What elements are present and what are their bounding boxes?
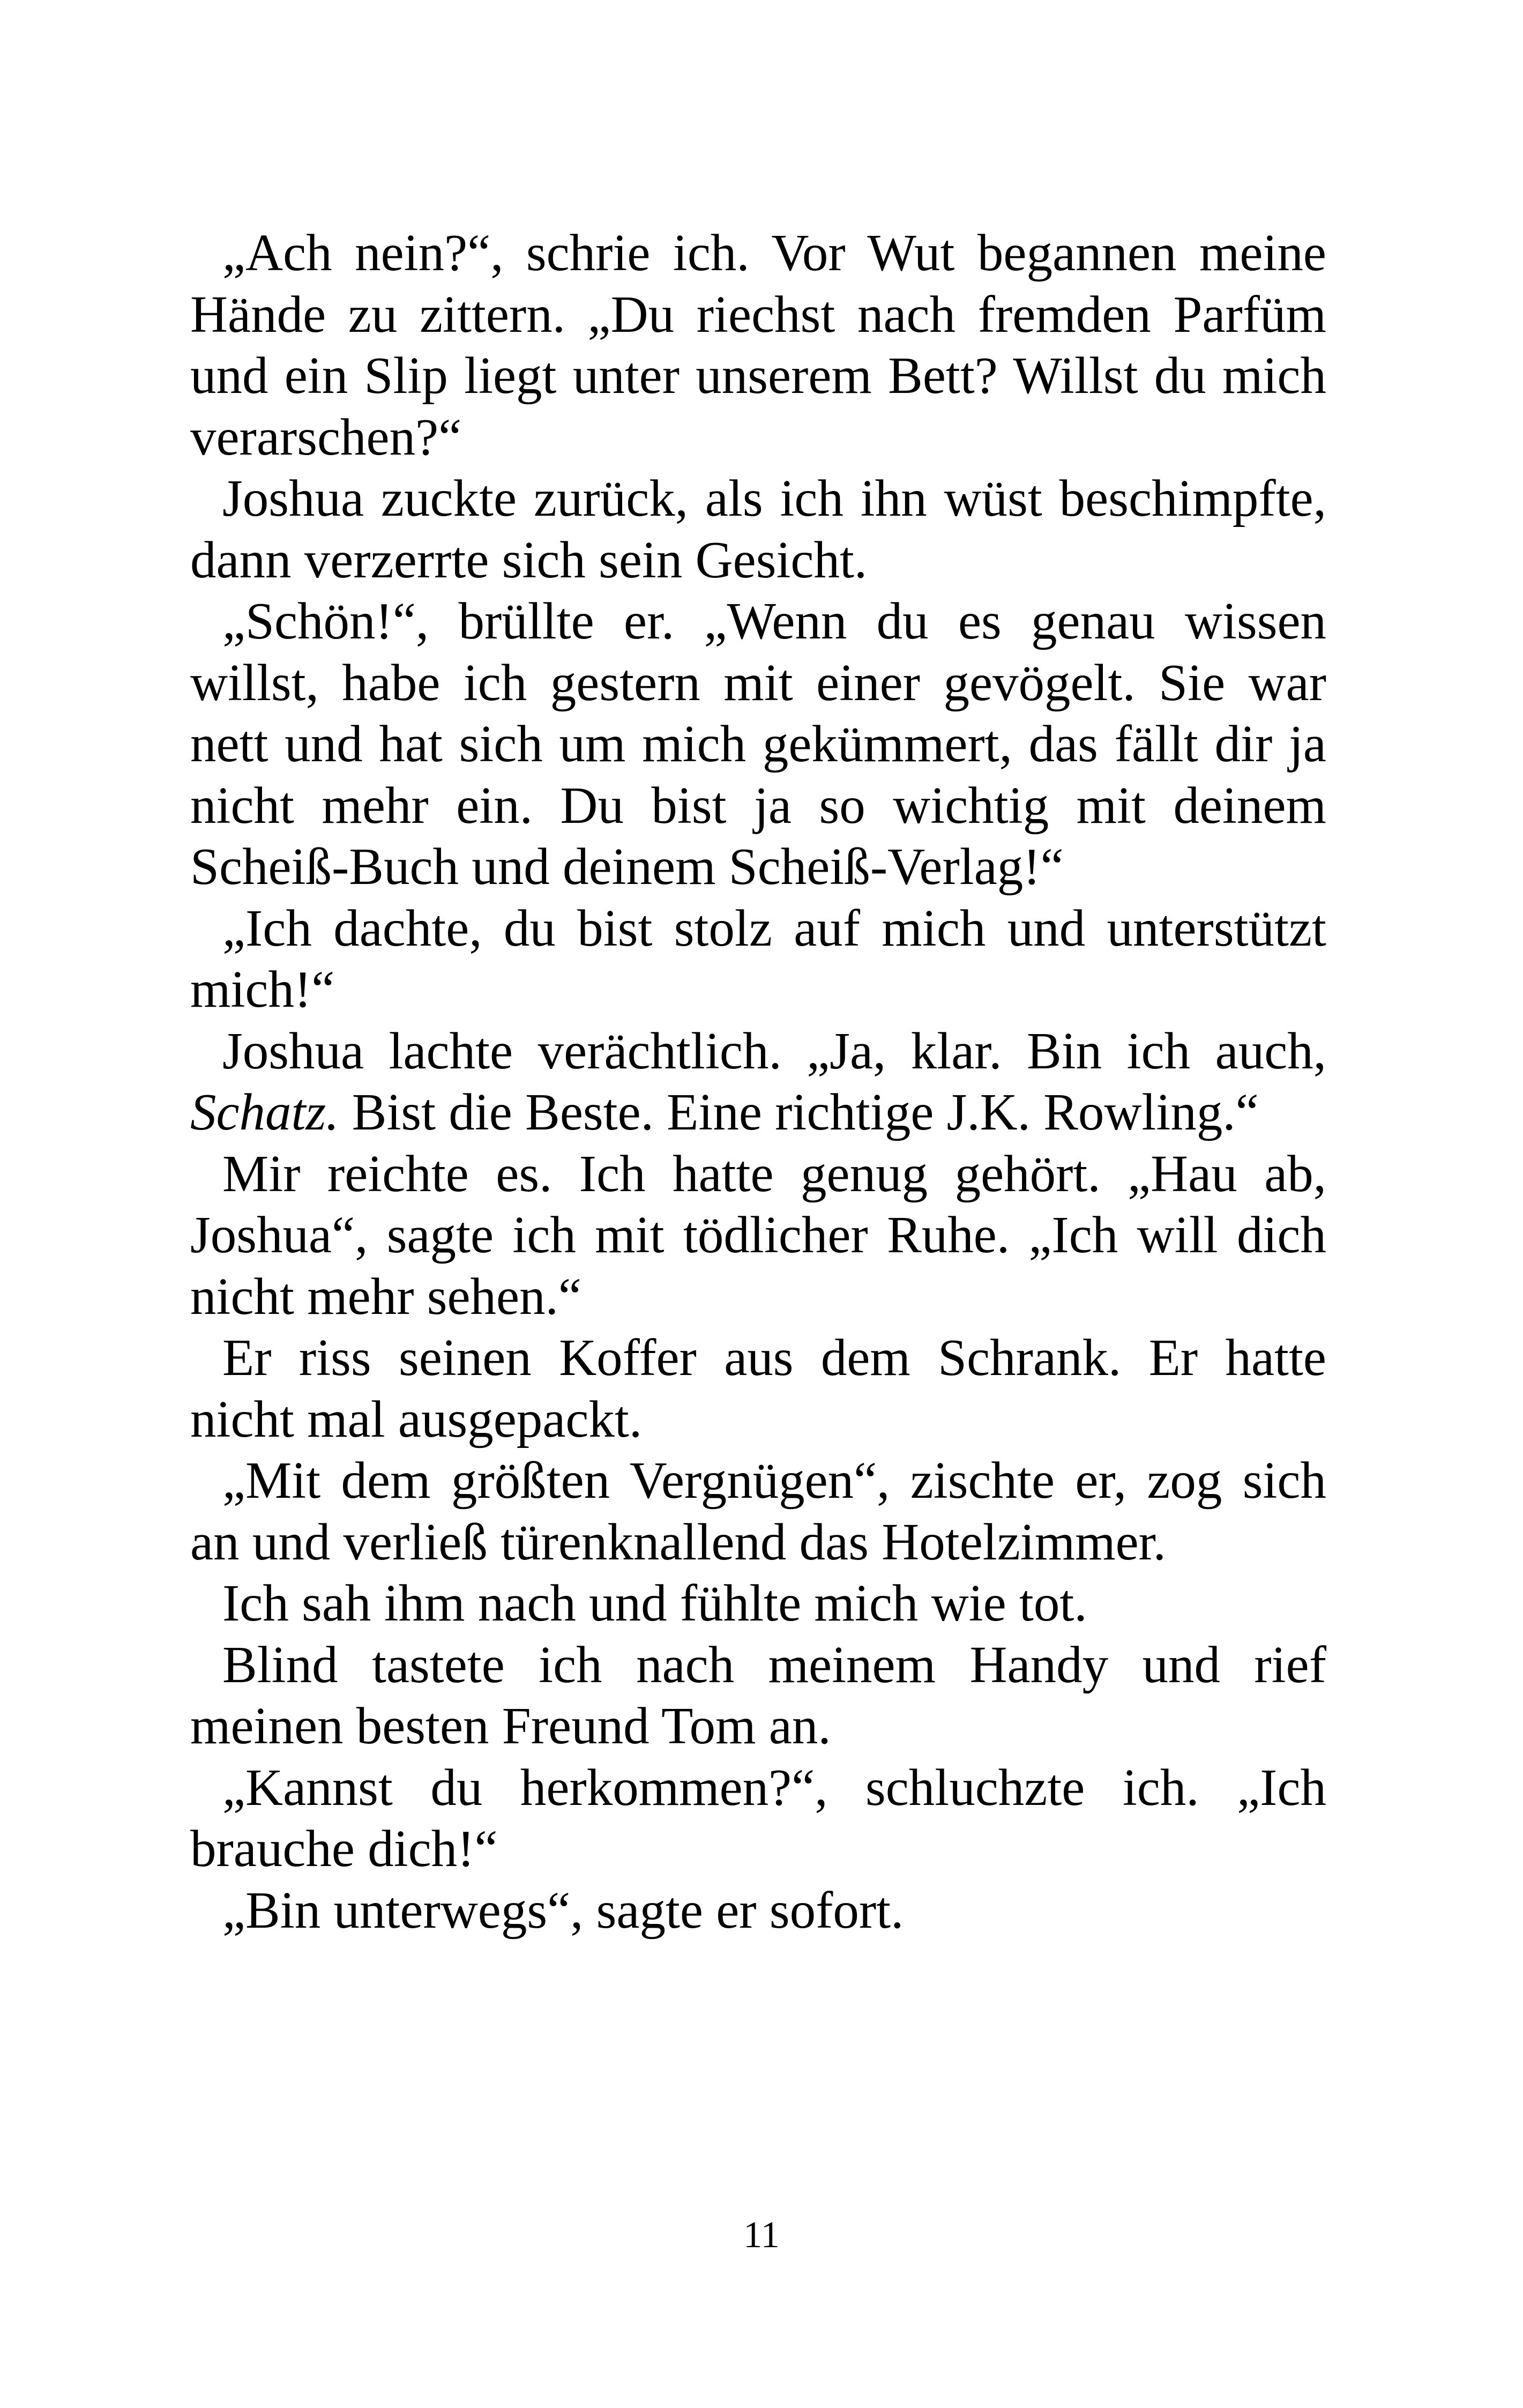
paragraph-5	[190, 1021, 1326, 1143]
paragraph-5-italic-word: Schatz.	[190, 1083, 339, 1141]
paragraph-5-text-after: Bist die Beste. Eine richtige J.K. Rowling.“	[339, 1083, 1259, 1141]
paragraph-1: „Ach nein?“, schrie ich. Vor Wut begannen meine Hände zu zittern. „Du riechst nach fremden Parfüm und ein Slip liegt unter unserem Bett? Willst du mich verarschen?“	[190, 224, 1326, 466]
paragraph-12: „Bin unterwegs“, sagte er sofort.	[222, 1881, 904, 1939]
paragraph-2: Joshua zuckte zurück, als ich ihn wüst beschimpfte, dann verzerrte sich sein Gesicht.	[190, 470, 1326, 589]
paragraph-5-text-before: Joshua lachte verächtlich. „Ja, klar. Bin ich auch,	[222, 1022, 1326, 1080]
body-text	[190, 222, 1326, 1941]
paragraph-4: „Ich dachte, du bist stolz auf mich und unterstützt mich!“	[190, 899, 1326, 1018]
paragraph-10: Blind tastete ich nach meinem Handy und rief meinen besten Freund Tom an.	[190, 1636, 1326, 1755]
paragraph-8: „Mit dem größten Vergnügen“, zischte er, zog sich an und verließ türenknallend das Hotelzimmer.	[190, 1452, 1326, 1571]
paragraph-9: Ich sah ihm nach und fühlte mich wie tot.	[222, 1574, 1087, 1632]
paragraph-3: „Schön!“, brüllte er. „Wenn du es genau wissen willst, habe ich gestern mit einer gevögelt. Sie war nett und hat sich um mich gekümmert, das fällt dir ja nicht mehr ein. Du bist ja so wichtig mit deinem Scheiß-Buch und deinem Scheiß-Verlag!“	[190, 592, 1326, 895]
page-number: 11	[743, 2214, 780, 2256]
paragraph-11: „Kannst du herkommen?“, schluchzte ich. „Ich brauche dich!“	[190, 1758, 1326, 1877]
paragraph-6: Mir reichte es. Ich hatte genug gehört. „Hau ab, Joshua“, sagte ich mit tödlicher Ruhe. „Ich will dich nicht mehr sehen.“	[190, 1144, 1326, 1325]
paragraph-7: Er riss seinen Koffer aus dem Schrank. Er hatte nicht mal ausgepackt.	[190, 1329, 1326, 1448]
